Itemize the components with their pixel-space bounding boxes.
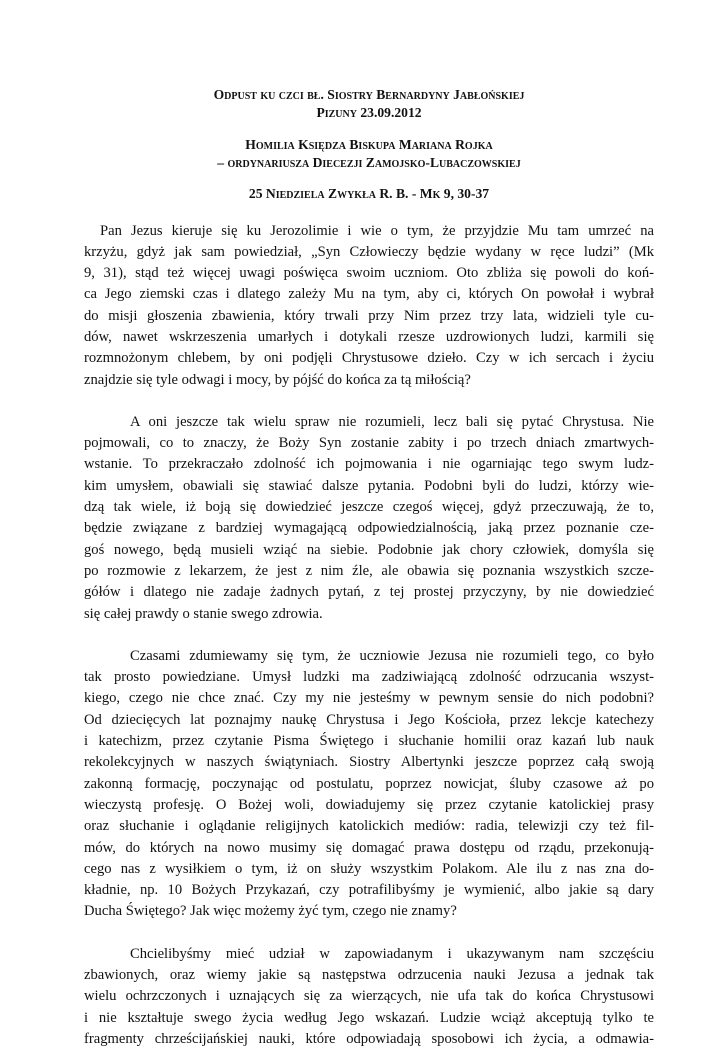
text-line: wstanie. To przekraczało zdolność ich pojmowania i nie ogarniając tego swym ludz-	[84, 456, 654, 473]
header-liturgy	[84, 185, 654, 203]
liturgy-reference: 25 Niedziela Zwykła R. B. - Mk 9, 30-37	[248, 186, 490, 201]
text-line: do misji głoszenia zbawienia, który trwali przy Nim przez trzy lata, widzieli tyle cu-	[84, 307, 654, 324]
text-line: dzą tak wiele, iż boją się dowiedzieć jeszcze czegoś więcej, gdyż przeczuwają, że to,	[84, 499, 654, 516]
text-line: ca Jego ziemski czas i dlatego zależy Mu na tym, aby ci, których On powołał i wybrał	[84, 286, 654, 303]
text-line: się całej prawdy o stanie swego zdrowia.	[84, 605, 323, 622]
text-line: kim umysłem, obawiali się stawiać dalsze pytania. Podobni byli do ludzi, którzy wie-	[84, 477, 654, 494]
text-line: znajdzie się tyle odwagi i mocy, by pójść do końca za tą miłością?	[84, 371, 471, 388]
text-line: zakonną formację, poczynając od postulatu, poprzez nowicjat, śluby czasowe aż po	[84, 775, 654, 792]
text-line: dów, nawet wskrzeszenia umarłych i dotykali rzesze uzdrowionych ludzi, karmili się	[84, 328, 654, 345]
text-line: pojmowali, co to znaczy, że Boży Syn zostanie zabity i po trzech dniach zmartwych-	[84, 435, 654, 452]
text-line: cego nas z wysiłkiem o tym, iż on służy wszystkim Polakom. Ale ilu z nas zna do-	[84, 860, 654, 877]
text-line: wielu ochrzczonych i uznających się za wierzących, nie ufa tak do końca Chrystusowi	[84, 988, 654, 1005]
paragraph-2	[84, 412, 654, 625]
text-line: Czasami zdumiewamy się tym, że uczniowie Jezusa nie rozumieli tego, co było	[130, 647, 654, 664]
paragraph-1	[84, 221, 654, 391]
text-line: fragmenty chrześcijańskiej nauki, które odpowiadają sposobowi ich życia, a odmawia-	[84, 1030, 654, 1047]
document-page	[84, 86, 654, 1050]
homily-title: Homilia Księdza Biskupa Mariana Rojka	[245, 137, 493, 152]
text-line: Ducha Świętego? Jak więc możemy żyć tym, czego nie znamy?	[84, 903, 457, 920]
text-line: mów, do których na nowo musimy się domagać prawa dostępu od rządu, przekonują-	[84, 839, 654, 856]
text-line: tak prosto powiedziane. Umysł ludzki ma zadziwiającą zdolność odrzucania wszyst-	[84, 669, 654, 686]
text-line: Pan Jezus kieruje się ku Jerozolimie i wie o tym, że przyjdzie Mu tam umrzeć na	[100, 222, 654, 239]
paragraph-3	[84, 646, 654, 923]
text-line: oraz słuchanie i oglądanie religijnych katolickich mediów: radia, telewizji czy też fil-	[84, 818, 654, 835]
text-line: i katechizm, przez czytanie Pisma Świętego i słuchanie homilii oraz kazań lub nauk	[84, 733, 654, 750]
text-line: kiego, czego nie chce znać. Czy my nie jesteśmy w pewnym sensie do nich podobni?	[84, 690, 654, 707]
text-line: wieczystą profesję. O Bożej woli, dowiadujemy się przez czytanie katolickiej prasy	[84, 796, 654, 813]
text-line: Od dziecięcych lat poznajmy naukę Chrystusa i Jego Kościoła, przez lekcje katechezy	[84, 711, 654, 728]
text-line: rozmnożonym chlebem, by oni podjęli Chrystusowe dzieło. Czy w ich sercach i życiu	[84, 350, 654, 367]
text-line: rekolekcyjnych w naszych świątyniach. Siostry Albertynki jeszcze poprzez całą swoją	[84, 754, 654, 771]
paragraph-4	[84, 944, 654, 1050]
text-line: i nie kształtuje swego życia według Jego wskazań. Ludzie wciąż akceptują tylko te	[84, 1009, 654, 1026]
event-place-date: Pizuny 23.09.2012	[316, 104, 422, 120]
header-homily	[84, 136, 654, 171]
homily-author-role: – ordynariusza Diecezji Zamojsko-Lubaczowskiej	[217, 154, 521, 170]
text-line: będzie związane z bardziej wymagającą odpowiedzialnością, jaką przez poznanie cze-	[84, 520, 654, 537]
text-line: goś nowego, będą musieli wziąć na siebie. Podobnie jak chory człowiek, domyśla się	[84, 541, 654, 558]
text-line: gółów i dlatego nie zadaje żadnych pytań, z tej prostej przyczyny, by nie dowiedzieć	[84, 584, 654, 601]
text-line: kładnie, np. 10 Bożych Przykazań, czy potrafilibyśmy je wymienić, albo jakie są dary	[84, 882, 654, 899]
text-line: 9, 31), stąd też więcej uwagi poświęca swoim uczniom. Oto zbliża się powoli do koń-	[84, 265, 654, 282]
header-event	[84, 86, 654, 121]
event-title: Odpust ku czci bł. Siostry Bernardyny Jabłońskiej	[213, 87, 525, 102]
text-line: Chcielibyśmy mieć udział w zapowiadanym i ukazywanym nam szczęściu	[130, 945, 654, 962]
text-line: A oni jeszcze tak wielu spraw nie rozumieli, lecz bali się pytać Chrystusa. Nie	[130, 413, 654, 430]
text-line: po rozmowie z lekarzem, że jest z nim źle, ale obawia się poznania wszystkich szcze-	[84, 562, 654, 579]
text-line: krzyżu, gdyż jak sam powiedział, „Syn Człowieczy będzie wydany w ręce ludzi” (Mk	[84, 243, 654, 260]
text-line: zbawionych, oraz wiemy jakie są następstwa odrzucenia nauki Jezusa a jednak tak	[84, 967, 654, 983]
